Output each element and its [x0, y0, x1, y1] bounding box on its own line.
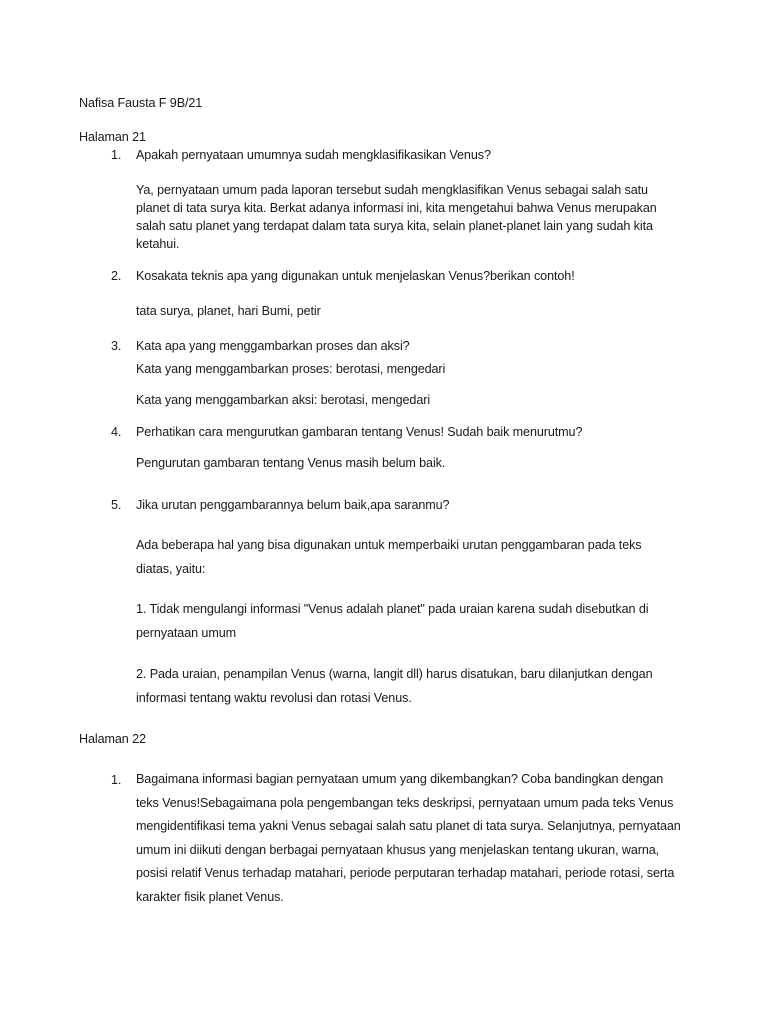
question-text: Kosakata teknis apa yang digunakan untuk menjelaskan Venus?berikan contoh!: [136, 269, 575, 283]
question-text: Jika urutan penggambarannya belum baik,apa saranmu?: [136, 498, 450, 512]
answer-text: tata surya, planet, hari Bumi, petir: [136, 304, 321, 318]
question-number: 1.: [111, 148, 122, 162]
section-title-halaman-21: Halaman 21: [79, 130, 146, 144]
section-title-halaman-22: Halaman 22: [79, 732, 146, 746]
question-number: 1.: [111, 773, 122, 787]
question-text: Apakah pernyataan umumnya sudah mengklasifikasikan Venus?: [136, 148, 491, 162]
answer-point: 1. Tidak mengulangi informasi "Venus adalah planet" pada uraian karena sudah disebutkan di pernyataan umum: [136, 602, 649, 640]
answer-text: Bagaimana informasi bagian pernyataan umum yang dikembangkan? Coba bandingkan dengan teks Venus!Sebagaimana pola pengembangan teks deskripsi, pernyataan umum pada teks Venus mengidentifikasi tema yakni Venus sebagai salah satu planet di tata surya. Selanjutnya, pernyataan umum ini diikuti dengan berbagai pernyataan khusus yang menjelaskan tentang ukuran, warna, posisi relatif Venus terhadap matahari, periode perputaran terhadap matahari, periode rotasi, serta karakter fisik planet Venus.: [136, 772, 681, 904]
author-line: Nafisa Fausta F 9B/21: [79, 96, 203, 110]
answer-text: Kata yang menggambarkan proses: berotasi, mengedari: [136, 362, 446, 376]
answer-text: Kata yang menggambarkan aksi: berotasi, mengedari: [136, 393, 431, 407]
answer-text: Pengurutan gambaran tentang Venus masih belum baik.: [136, 456, 446, 470]
question-text: Kata apa yang menggambarkan proses dan aksi?: [136, 339, 410, 353]
question-number: 3.: [111, 339, 122, 353]
answer-text: Ya, pernyataan umum pada laporan tersebut sudah mengklasifikan Venus sebagai salah satu planet di tata surya kita. Berkat adanya informasi ini, kita mengetahui bahwa Venus merupakan salah satu planet yang terdapat dalam tata surya kita, selain planet-planet lain yang sudah kita ketahui.: [136, 183, 657, 251]
question-number: 2.: [111, 269, 122, 283]
answer-point: 2. Pada uraian, penampilan Venus (warna, langit dll) harus disatukan, baru dilanjutkan dengan informasi tentang waktu revolusi dan rotasi Venus.: [136, 667, 653, 705]
answer-intro: Ada beberapa hal yang bisa digunakan untuk memperbaiki urutan penggambaran pada teks diatas, yaitu:: [136, 538, 642, 576]
question-number: 5.: [111, 498, 122, 512]
question-text: Perhatikan cara mengurutkan gambaran tentang Venus! Sudah baik menurutmu?: [136, 425, 583, 439]
question-number: 4.: [111, 425, 122, 439]
